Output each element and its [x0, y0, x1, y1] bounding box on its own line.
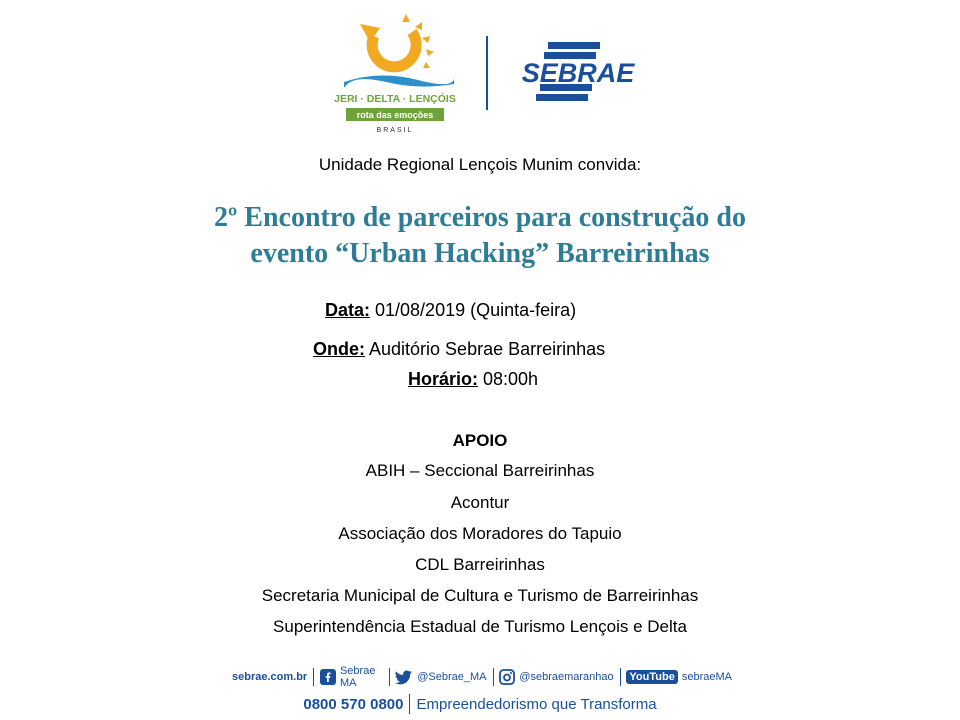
sebrae-logo: [512, 40, 642, 106]
jdl-tagline: JERI · DELTA · LENÇÓIS: [334, 93, 456, 105]
jeri-delta-lencois-logo: [330, 10, 460, 138]
social-footer: [232, 665, 732, 689]
supporter-item: ABIH – Seccional Barreirinhas: [365, 461, 595, 480]
where-line: [313, 339, 605, 360]
supporter-item: CDL Barreirinhas: [415, 555, 545, 574]
contact-footer: [0, 694, 960, 714]
intro-text: Unidade Regional Lençois Munim convida:: [318, 155, 642, 174]
instagram-handle[interactable]: @sebraemaranhao: [519, 671, 614, 683]
logo-divider: [486, 36, 488, 110]
where-label: Onde:: [313, 339, 365, 359]
sun-icon: [360, 14, 434, 68]
event-title: [0, 200, 960, 272]
facebook-icon[interactable]: [320, 669, 336, 685]
supporter-item: Superintendência Estadual de Turismo Lençois e Delta: [273, 617, 687, 636]
facebook-handle[interactable]: Sebrae MA: [339, 665, 376, 689]
youtube-icon[interactable]: [626, 670, 677, 684]
jdl-rota: rota das emoções: [356, 110, 434, 120]
event-title-line-2: evento “Urban Hacking” Barreirinhas: [250, 238, 710, 269]
where-value: Auditório Sebrae Barreirinhas: [365, 339, 606, 359]
site-link[interactable]: sebrae.com.br: [232, 671, 308, 683]
phone-number[interactable]: 0800 570 0800: [303, 695, 404, 713]
time-value: 08:00h: [478, 369, 539, 389]
twitter-handle[interactable]: @Sebrae_MA: [417, 671, 487, 683]
date-value: 01/08/2019 (Quinta-feira): [370, 300, 577, 320]
youtube-brand: YouTube: [626, 670, 677, 684]
time-label: Horário:: [408, 369, 479, 389]
jdl-brasil: BRASIL: [376, 127, 414, 134]
wave-icon: [344, 75, 454, 88]
sebrae-wordmark: SEBRAE: [521, 58, 635, 88]
date-line: [325, 300, 576, 321]
supporter-item: Secretaria Municipal de Cultura e Turismo de Barreirinhas: [261, 586, 699, 605]
date-label: Data:: [325, 300, 371, 320]
twitter-icon[interactable]: [395, 670, 413, 685]
instagram-icon[interactable]: [499, 669, 515, 685]
slogan: Empreendedorismo que Transforma: [416, 695, 657, 713]
supporter-item: Associação dos Moradores do Tapuio: [338, 524, 622, 543]
youtube-handle[interactable]: sebraeMA: [681, 671, 732, 683]
supporter-item: Acontur: [450, 493, 510, 512]
event-title-line-1: 2º Encontro de parceiros para construção do: [214, 202, 746, 233]
apoio-heading: APOIO: [452, 431, 508, 450]
time-line: [408, 369, 538, 390]
